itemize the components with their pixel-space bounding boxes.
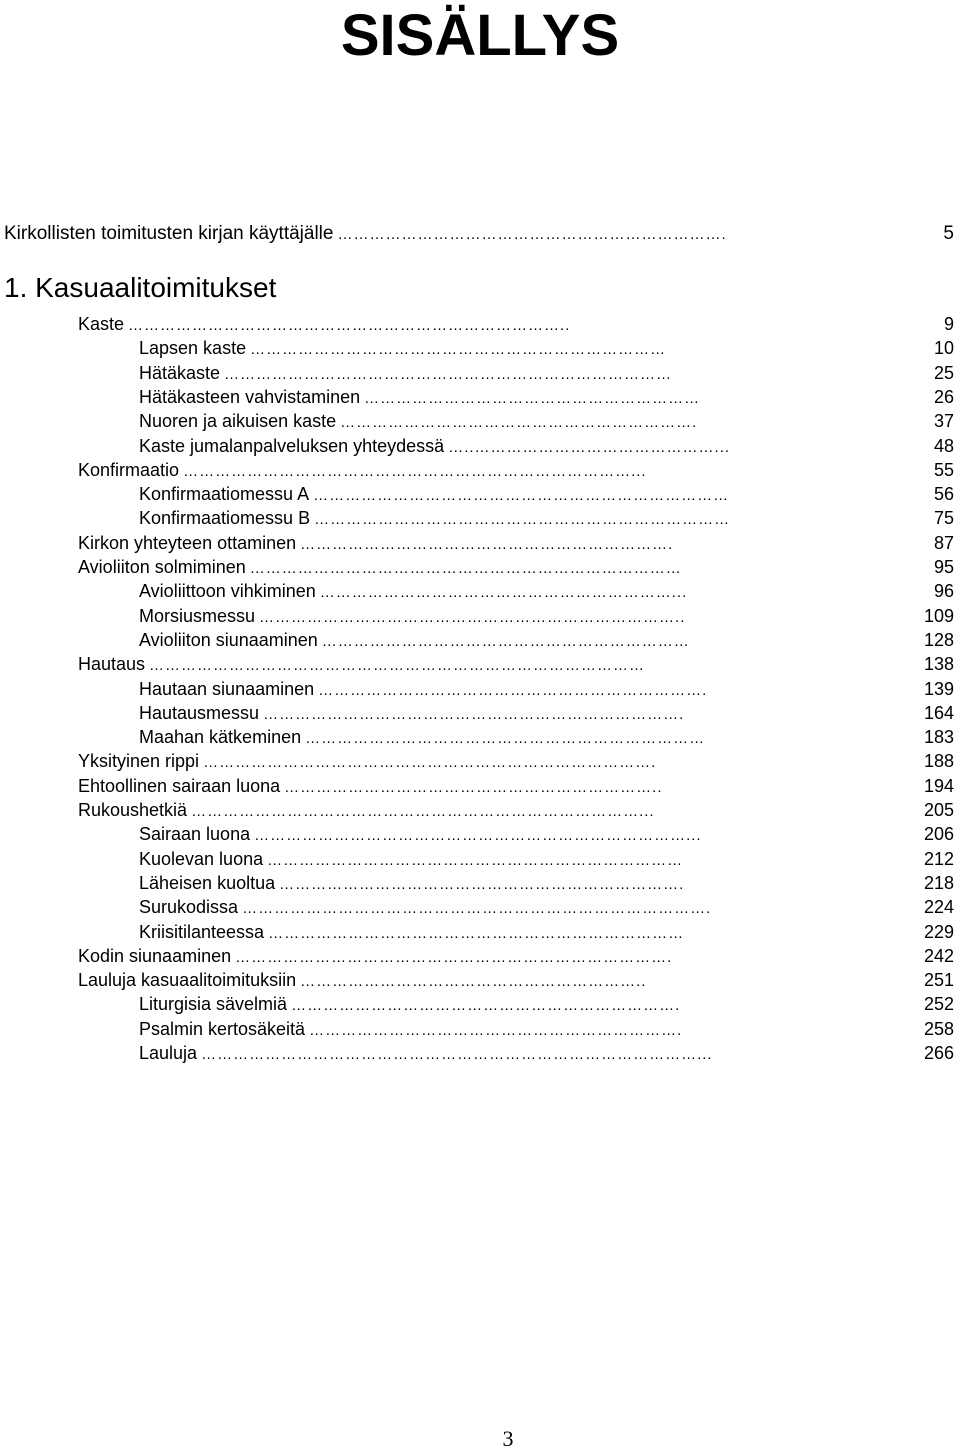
toc-entry-title: Lauluja [139,1043,198,1063]
toc-entry [139,1017,954,1041]
toc-entry-page: 25 [933,363,954,383]
toc-entry-page: 48 [933,436,954,456]
dot-leader: …………………………………………………………………… [267,852,684,869]
toc-entry-title: Läheisen kuoltua [139,873,276,893]
toc-entry-page: 139 [923,679,954,699]
toc-entry-title: Kuolevan luona [139,849,264,869]
toc-entry-title: Ehtoollinen sairaan luona [78,776,281,796]
toc-entry-title: Yksityinen rippi [78,751,200,771]
dot-leader: ………………………………………………………………. [291,997,681,1014]
toc-entry [78,555,954,579]
toc-entry-page: 251 [923,970,954,990]
dot-leader: …………………………………………………………………………... [191,803,655,820]
dot-leader: ………………………………………………………………. [337,226,727,243]
dot-leader: …………………………………………………………………….. [259,609,686,626]
toc-entry-page: 266 [923,1043,954,1063]
toc-entry [139,701,954,725]
toc-entry [139,895,954,919]
toc-entry-title: Avioliiton siunaaminen [139,630,318,650]
toc-entry-page: 55 [933,460,954,480]
toc-entry-title: Kodin siunaaminen [78,946,232,966]
toc-entry [78,458,954,482]
toc-entry-page: 128 [923,630,954,650]
toc-entry-title: Konfirmaatiomessu A [139,484,310,504]
toc-entry-page: 183 [923,727,954,747]
toc-entry [139,482,954,506]
dot-leader: ……………………………………………………………. [309,1022,683,1039]
toc-entry-page: 37 [933,411,954,431]
toc-entry [139,604,954,628]
toc-entry-page: 75 [933,508,954,528]
dot-leader: ……………………………………………………………………………. [242,900,712,917]
toc-entry [139,725,954,749]
toc-entry-page: 109 [923,606,954,626]
toc-intro-title: Kirkollisten toimitusten kirjan käyttäjälle [4,223,334,244]
toc-entry-title: Konfirmaatiomessu B [139,508,311,528]
dot-leader: …………………………………………………………………… [313,487,730,504]
toc-entry-page: 9 [943,314,954,334]
toc-entry-page: 224 [923,897,954,917]
toc-entry-page: 229 [923,922,954,942]
toc-entry-title: Hautausmessu [139,703,260,723]
dot-leader: …………………………………………………………… [321,633,690,650]
toc-entry [139,920,954,944]
toc-entry-page: 242 [923,946,954,966]
toc-entry [139,822,954,846]
dot-leader: ………………………………………………………………………... [254,827,702,844]
toc-entry [139,847,954,871]
toc-entry [139,628,954,652]
dot-leader: …………………………………………………………………… [250,341,667,358]
toc-entry [139,579,954,603]
toc-entry-title: Maahan kätkeminen [139,727,302,747]
toc-entry-title: Surukodissa [139,897,239,917]
toc-entry-title: Kirkon yhteyteen ottaminen [78,533,297,553]
toc-entry-title: Avioliiton solmiminen [78,557,246,577]
toc-entry-page: 258 [923,1019,954,1039]
toc-entry-page: 56 [933,484,954,504]
toc-entry [139,1041,954,1065]
toc-entry-page: 206 [923,824,954,844]
toc-entry [139,409,954,433]
toc-entry-page: 188 [923,751,954,771]
toc-intro-entry [4,223,954,249]
dot-leader: ………………………………………………………………. [318,682,708,699]
toc-entry [78,968,954,992]
dot-leader: ……………………………………………………………………….. [128,317,571,334]
dot-leader: …………………………………………………………………… [314,511,731,528]
page-number: 3 [502,1426,514,1451]
dot-leader: ………………………………………………………………………. [235,949,673,966]
toc-entry-title: Kriisitilanteessa [139,922,265,942]
toc-entry-title: Rukoushetkiä [78,800,188,820]
toc-entry [139,871,954,895]
toc-entry [78,652,954,676]
dot-leader: …………………………………………………………. [340,414,698,431]
toc-entry-page: 252 [923,994,954,1014]
dot-leader: …………………………………………………………………………. [203,754,657,771]
toc-entry-page: 164 [923,703,954,723]
toc-entry [78,944,954,968]
toc-entry-title: Lapsen kaste [139,338,247,358]
dot-leader: …………………………………………………………... [319,584,688,601]
toc-entry [78,798,954,822]
toc-entry [139,361,954,385]
toc-entry-page: 218 [923,873,954,893]
toc-entry-title: Kaste jumalanpalveluksen yhteydessä [139,436,445,456]
toc-entry-title: Hätäkasteen vahvistaminen [139,387,361,407]
dot-leader: ……………………………………………………………. [300,536,674,553]
toc-entry-page: 138 [923,654,954,674]
toc-entry [139,506,954,530]
toc-entry-title: Lauluja kasuaalitoimituksiin [78,970,297,990]
toc-entry-page: 95 [933,557,954,577]
toc-entry-title: Sairaan luona [139,824,251,844]
toc-entry-title: Psalmin kertosäkeitä [139,1019,306,1039]
dot-leader: ……………………………………………………… [364,390,701,407]
toc-entry-page: 194 [923,776,954,796]
dot-leader: ……………………………………………………………………… [249,560,682,577]
dot-leader: …………………………………………………………………………... [183,463,647,480]
toc-entry [78,312,954,336]
dot-leader: ………………………………………………………………………………… [149,657,646,674]
toc-entry-title: Konfirmaatio [78,460,180,480]
dot-leader: …………………………………………………………………… [268,925,685,942]
toc-entry-title: Hautaus [78,654,146,674]
toc-entry-page: 26 [933,387,954,407]
toc-entry-page: 87 [933,533,954,553]
toc-entry [78,531,954,555]
toc-entry-title: Avioliittoon vihkiminen [139,581,316,601]
toc-entry-page: 96 [933,581,954,601]
toc-entry-title: Kaste [78,314,125,334]
dot-leader: ……………………………………………………………………. [263,706,685,723]
toc-entry [139,385,954,409]
toc-entry [78,774,954,798]
dot-leader: ……………………………………………………….. [300,973,647,990]
toc-entry-title: Liturgisia sävelmiä [139,994,288,1014]
toc-entry [139,992,954,1016]
toc-entry-title: Nuoren ja aikuisen kaste [139,411,337,431]
toc-entry-page: 205 [923,800,954,820]
dot-leader: …………………………………………………………….. [284,779,663,796]
section-heading: 1. Kasuaalitoimitukset [4,272,277,303]
toc-entry-page: 10 [933,338,954,358]
page-title: SISÄLLYS [340,3,620,68]
toc-entry [78,749,954,773]
toc-entry [139,434,954,458]
dot-leader: …..………………………………………... [448,439,731,456]
dot-leader: ………………………………………………………………………… [224,366,673,383]
toc-entry-title: Hätäkaste [139,363,221,383]
toc-entry-title: Hautaan siunaaminen [139,679,315,699]
toc-entry-page: 212 [923,849,954,869]
dot-leader: …………………………………………………………………………………... [201,1046,713,1063]
toc-entry-title: Morsiusmessu [139,606,256,626]
toc-entry [139,677,954,701]
toc-entry [139,336,954,360]
toc-intro-page: 5 [943,223,954,244]
dot-leader: …………………………………………………………………. [279,876,685,893]
dot-leader: ………………………………………………………………… [305,730,706,747]
